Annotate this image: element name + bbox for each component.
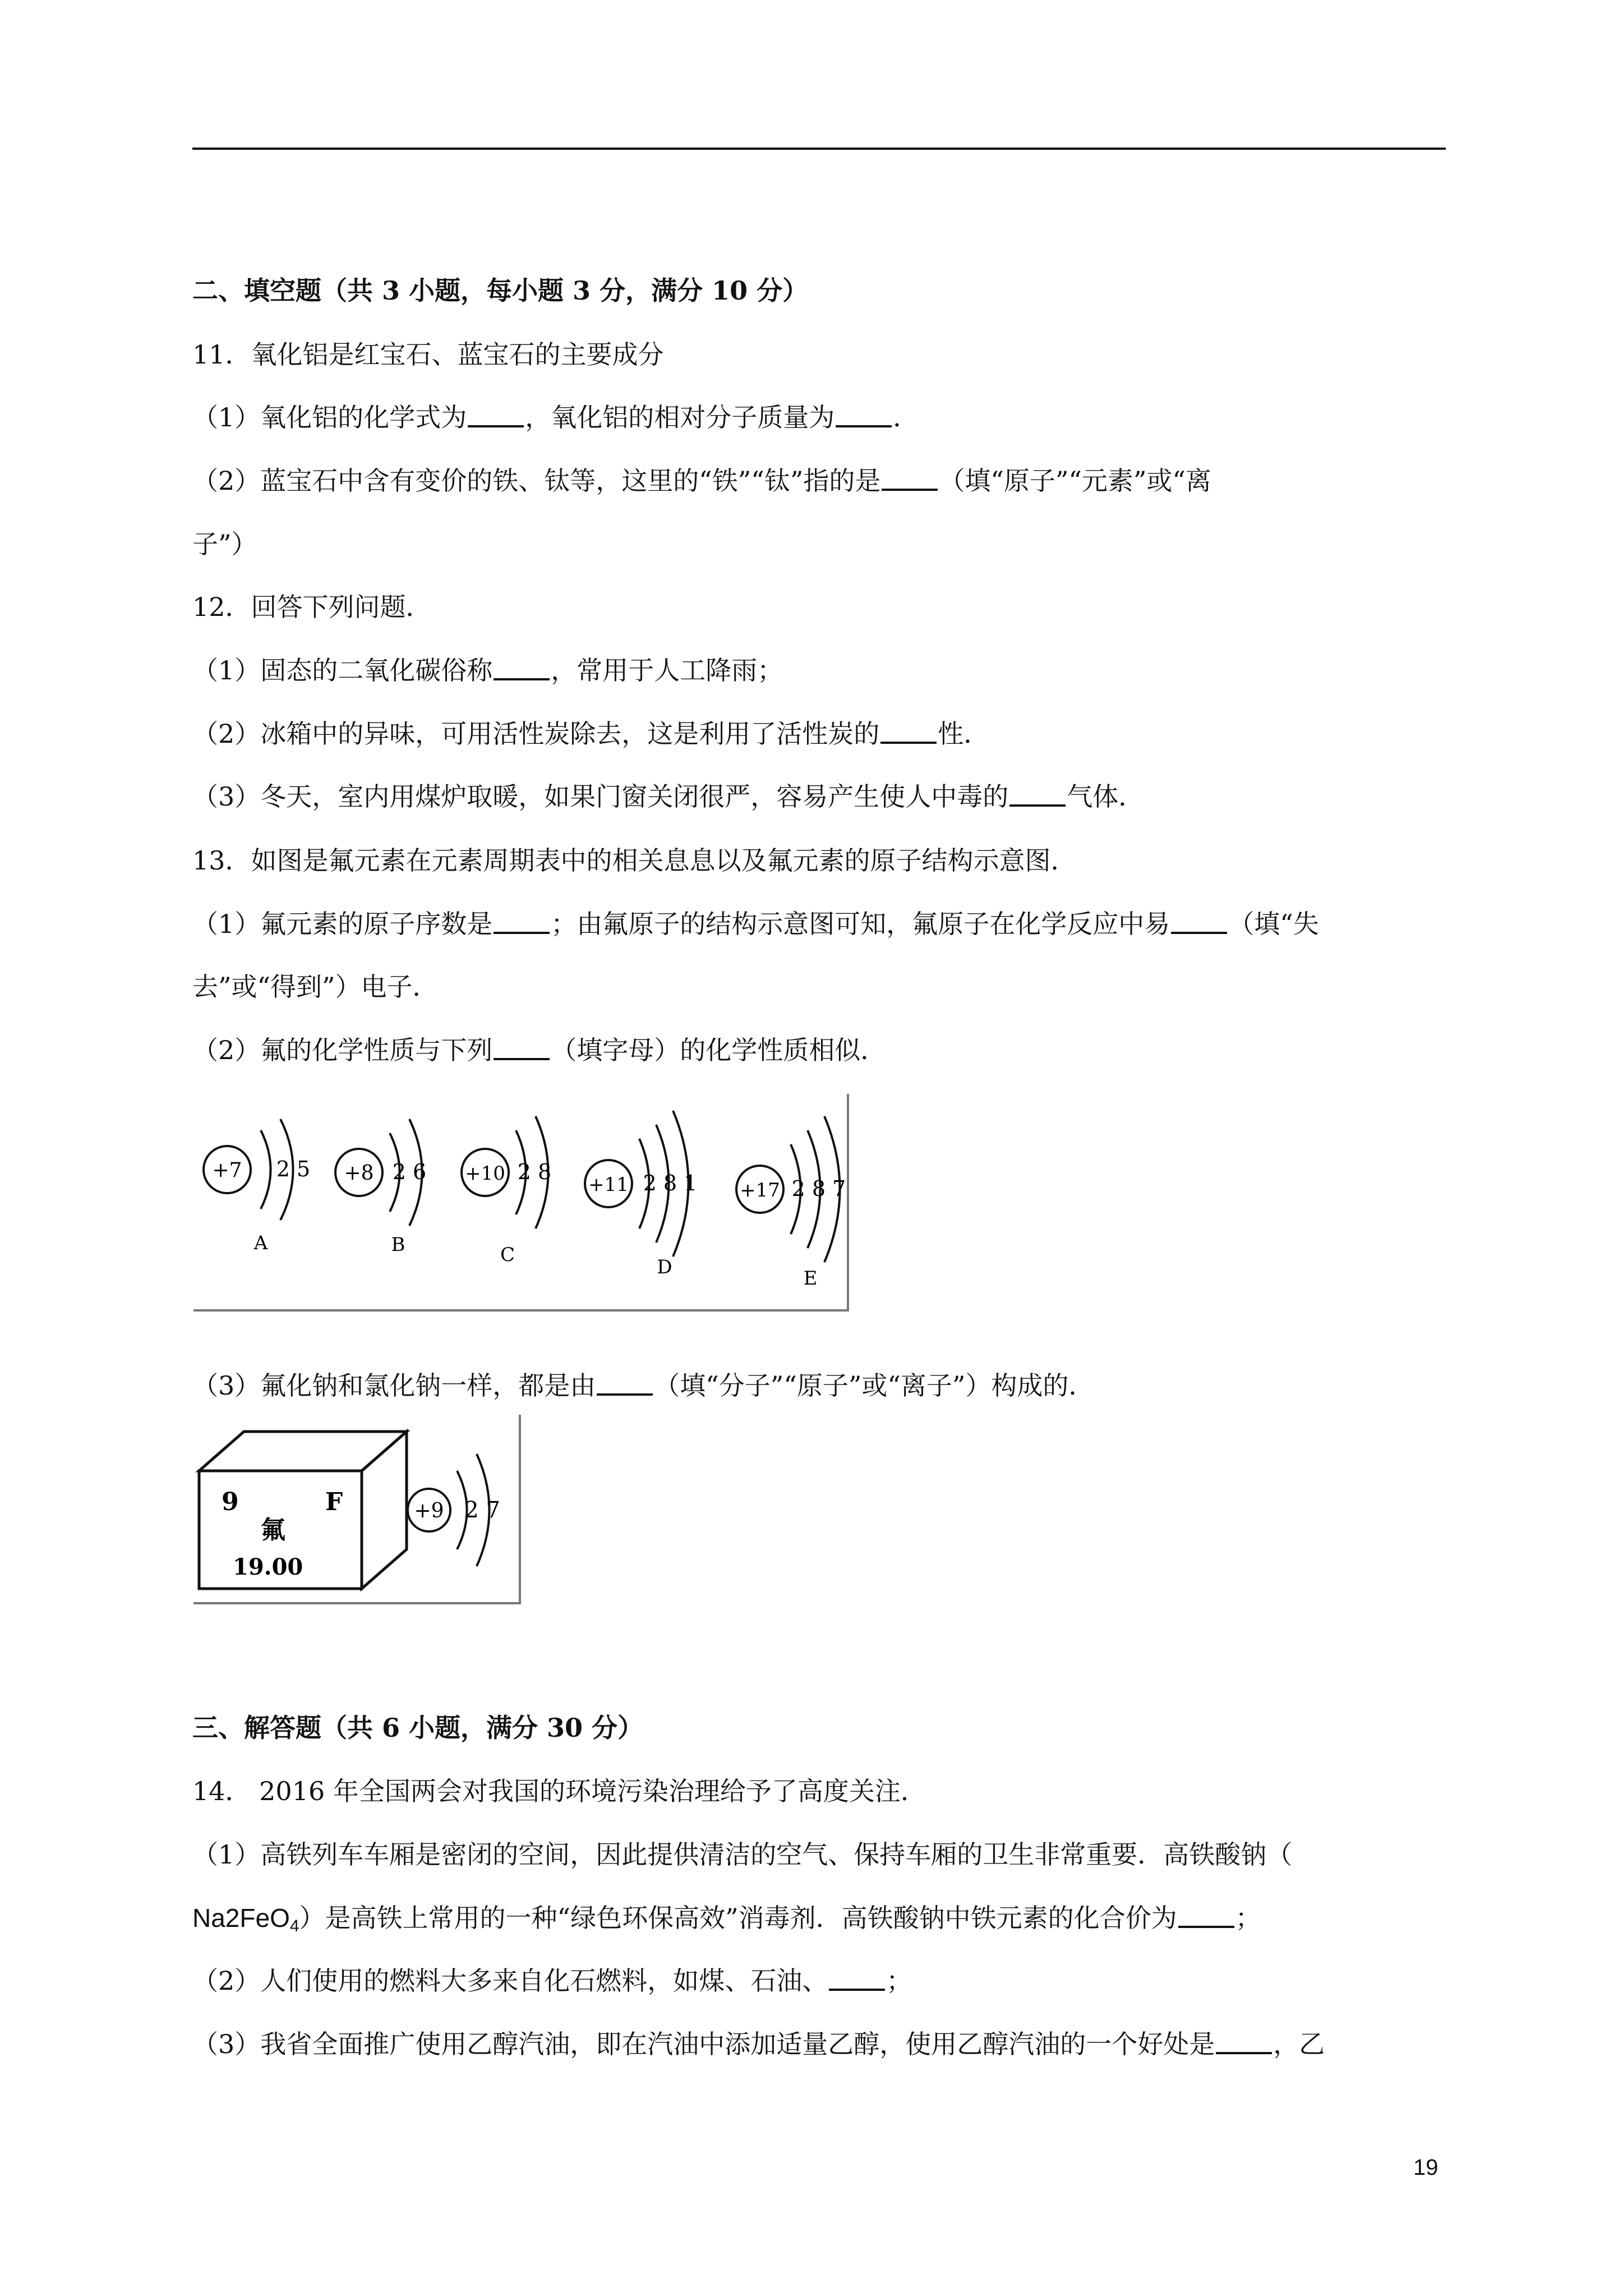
element-mass: 19.00 [233,1554,303,1580]
answer-blank[interactable] [1178,1926,1234,1928]
atom-c-shells: 2 8 [517,1159,552,1184]
q12-stem: 12．回答下列问题． [192,592,432,622]
atom-a-shells: 2 5 [276,1157,311,1181]
answer-blank[interactable] [882,489,938,491]
atom-e [736,1116,846,1290]
section-2-heading: 二、填空题（共 3 小题，每小题 3 分，满分 10 分） [192,275,809,306]
q13-stem: 13．如图是氟元素在元素周期表中的相关息息以及氟元素的原子结构示意图． [192,845,1077,876]
element-symbol: F [325,1488,343,1516]
q14-part3: （3）我省全面推广使用乙醇汽油，即在汽油中添加适量乙醇，使用乙醇汽油的一个好处是 ，乙 [192,2029,1325,2059]
atom-a-letter: A [253,1232,268,1254]
q11-part2-cont: 子”） [192,529,257,559]
fluorine-figure [193,1415,522,1605]
atom-b-letter: B [391,1234,405,1256]
q14-part2: （2）人们使用的燃料大多来自化石燃料，如煤、石油、 ； [192,1966,912,1996]
answer-blank[interactable] [880,742,937,744]
q13-part1-cont: 去”或“得到”）电子． [192,972,439,1002]
fluorine-atom [408,1454,500,1566]
element-number: 9 [222,1488,239,1516]
q13-part2: （2）氟的化学性质与下列 （填字母）的化学性质相似． [192,1035,887,1065]
atom-b [335,1119,426,1256]
header-rule [192,148,1446,150]
q12-part1: （1）固态的二氧化碳俗称 ，常用于人工降雨； [192,655,783,685]
q13-part1: （1）氟元素的原子序数是 ；由氟原子的结构示意图可知，氟原子在化学反应中易 （填“失 [192,909,1319,939]
fluorine-nucleus: +9 [414,1499,444,1522]
q12-part3: （3）冬天，室内用煤炉取暖，如果门窗关闭很严，容易产生使人中毒的 气体． [192,781,1145,812]
atom-b-nucleus: +8 [344,1162,374,1185]
atom-b-shells: 2 6 [392,1159,427,1184]
answer-blank[interactable] [829,1989,885,1991]
atom-e-nucleus: +17 [740,1179,780,1202]
q12-part2: （2）冰箱中的异味，可用活性炭除去，这是利用了活性炭的 性． [192,719,990,749]
atom-c-nucleus: +10 [465,1162,505,1185]
answer-blank[interactable] [494,1058,550,1060]
q11-part2: （2）蓝宝石中含有变价的铁、钛等，这里的“铁”“钛”指的是 （填“原子”“元素”或“离 [192,466,1211,496]
q14-part1-cont: Na2FeO$_4$）是高铁上常用的一种“绿色环保高效”消毒剂．高铁酸钠中铁元素的化合价为 ； [192,1903,1261,1935]
atom-c [462,1116,551,1266]
atom-d-nucleus: +11 [588,1174,629,1196]
q14-stem: 14． 2016 年全国两会对我国的环境污染治理给予了高度关注． [192,1776,926,1806]
atom-e-letter: E [803,1267,818,1290]
answer-blank[interactable] [494,932,550,934]
q11-part1: （1）氧化铝的化学式为 ，氧化铝的相对分子质量为 ． [192,402,919,432]
element-name: 氟 [261,1516,285,1544]
answer-blank[interactable] [836,425,892,427]
answer-blank[interactable] [1216,2052,1272,2054]
atom-d [585,1111,697,1278]
atom-e-shells: 2 8 7 [791,1176,846,1201]
fluorine-shells: 2 7 [464,1497,500,1523]
atom-a-nucleus: +7 [212,1159,242,1182]
answer-blank[interactable] [468,425,524,427]
answer-blank[interactable] [494,678,550,680]
section-3-heading: 三、解答题（共 6 小题，满分 30 分） [192,1713,644,1743]
answer-blank[interactable] [597,1393,653,1396]
atom-c-letter: C [500,1244,515,1266]
page-number: 19 [1413,2155,1438,2180]
atom-d-shells: 2 8 1 [643,1171,698,1195]
answer-blank[interactable] [1171,932,1227,934]
atom-diagrams-figure [193,1094,850,1313]
answer-blank[interactable] [1009,804,1066,807]
q11-stem: 11．氧化铝是红宝石、蓝宝石的主要成分 [192,339,664,370]
atom-a [204,1119,310,1254]
q13-part3: （3）氟化钠和氯化钠一样，都是由 （填“分子”“原子”或“离子”）构成的． [192,1370,1095,1401]
q14-part1: （1）高铁列车车厢是密闭的空间，因此提供清洁的空气、保持车厢的卫生非常重要．高铁酸钠（ [192,1839,1293,1870]
atom-d-letter: D [657,1256,672,1278]
